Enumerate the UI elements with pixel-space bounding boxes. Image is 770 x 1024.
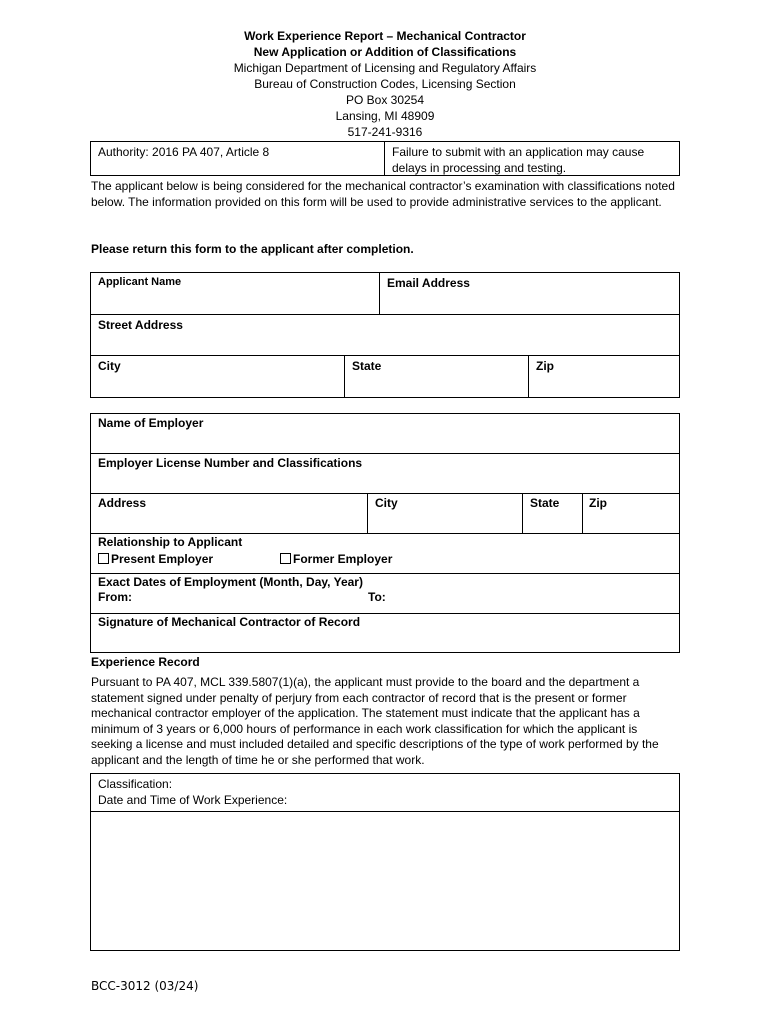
employer-address-label: Address [98,496,147,510]
relationship-section [90,533,680,574]
failure-notice-box [384,141,680,176]
classification-header-box [90,773,680,812]
former-employer-option[interactable] [280,552,392,566]
city-state-zip: Lansing, MI 48909 [335,109,435,123]
employer-name-field[interactable] [90,413,680,454]
employer-license-label: Employer License Number and Classifications [98,456,363,470]
authority-box [90,141,385,176]
employer-address-field[interactable] [90,493,368,534]
employer-city-label: City [375,496,398,510]
employer-zip-label: Zip [589,496,607,510]
form-header [0,28,770,140]
applicant-city-field[interactable] [90,355,345,398]
po-box: PO Box 30254 [345,93,425,107]
to-label: To: [368,590,386,604]
applicant-city-label: City [98,359,121,373]
form-subtitle: New Application or Addition of Classifications [253,45,517,59]
applicant-name-label: Applicant Name [98,276,182,288]
present-employer-checkbox[interactable] [98,553,109,564]
applicant-zip-field[interactable] [528,355,680,398]
failure-notice-text: Failure to submit with an application may cause delays in processing and testing. [392,145,645,175]
employment-dates-field[interactable] [90,573,680,614]
employer-name-label: Name of Employer [98,416,204,430]
applicant-state-label: State [352,359,382,373]
employer-state-field[interactable] [522,493,583,534]
classification-label: Classification: [98,777,173,791]
employer-license-field[interactable] [90,453,680,494]
employer-state-label: State [530,496,560,510]
applicant-zip-label: Zip [536,359,554,373]
present-employer-option[interactable] [98,552,213,566]
return-note: Please return this form to the applicant after completion. [91,242,414,256]
former-employer-checkbox[interactable] [280,553,291,564]
employer-zip-field[interactable] [582,493,680,534]
email-address-field[interactable] [379,272,680,315]
department-name: Michigan Department of Licensing and Regulatory Affairs [233,61,537,75]
authority-text: Authority: 2016 PA 407, Article 8 [98,145,270,159]
street-address-label: Street Address [98,318,183,332]
email-address-label: Email Address [387,276,470,290]
from-label: From: [98,590,132,604]
present-employer-label: Present Employer [111,552,214,566]
employer-city-field[interactable] [367,493,523,534]
street-address-field[interactable] [90,314,680,356]
date-time-work-experience-label: Date and Time of Work Experience: [98,793,288,807]
experience-record-heading: Experience Record [91,655,200,669]
contractor-signature-field[interactable] [90,613,680,653]
contractor-signature-label: Signature of Mechanical Contractor of Record [98,615,361,629]
intro-paragraph: The applicant below is being considered for the mechanical contractor’s examination with classifications noted below. The information provided on this form will be used to provide administrative services to the applicant. [91,179,675,209]
applicant-name-field[interactable] [90,272,380,315]
applicant-state-field[interactable] [344,355,529,398]
form-title: Work Experience Report – Mechanical Contractor [244,29,526,43]
former-employer-label: Former Employer [293,552,393,566]
relationship-label: Relationship to Applicant [98,535,243,549]
employment-dates-label: Exact Dates of Employment (Month, Day, Year) [98,575,363,589]
experience-record-paragraph: Pursuant to PA 407, MCL 339.5807(1)(a), the applicant must provide to the board and the department a statement signed under penalty of perjury from each contractor of record that is the present or former mechanical contractor employer of the application. The statement must indicate that the applicant has a minimum of 3 years or 6,000 hours of performance in each work classification for which the applicant is seeking a license and must included detailed and specific descriptions of the type of work performed by the applicant and the length of time he or she performed that work. [91,675,659,767]
bureau-name: Bureau of Construction Codes, Licensing Section [254,77,516,91]
work-experience-description-area[interactable] [90,811,680,951]
form-id-footer: BCC-3012 (03/24) [91,979,199,993]
phone-number: 517-241-9316 [347,125,423,139]
